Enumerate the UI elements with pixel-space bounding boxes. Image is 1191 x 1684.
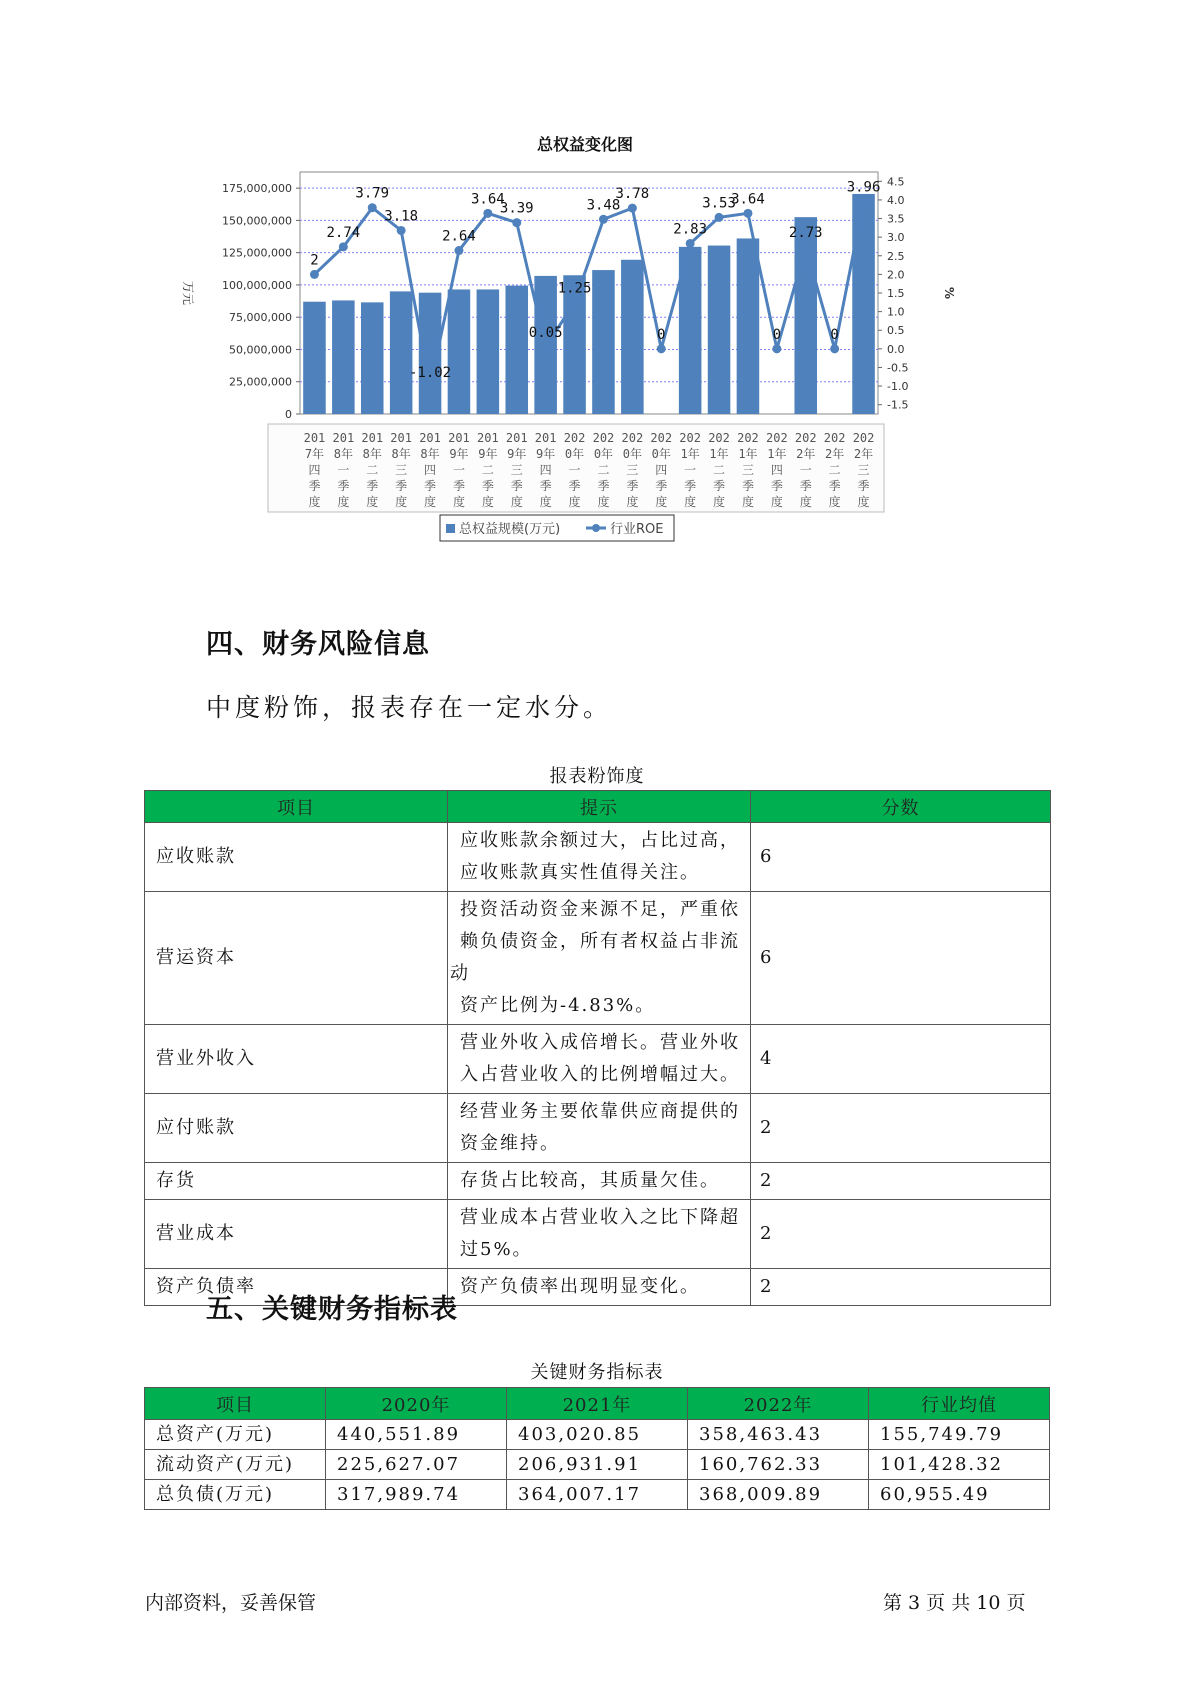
equity-bar	[505, 286, 528, 414]
risk-hint-line: 应收账款余额过大，占比过高，	[460, 830, 740, 851]
equity-chart-svg	[170, 130, 1030, 600]
x-tick-label: 季	[366, 479, 379, 493]
kpi-value-cell: 368,009.89	[688, 1480, 869, 1510]
legend-line-label: 行业ROE	[610, 522, 664, 537]
chart-title: 总权益变化图	[536, 135, 634, 154]
x-tick-label: 8年	[420, 447, 440, 461]
roe-point	[339, 242, 348, 251]
x-tick-label: 二	[713, 463, 726, 477]
risk-hint-line: 资产比例为-4.83%。	[460, 995, 656, 1016]
roe-data-label: -1.02	[408, 364, 452, 381]
x-tick-label: 季	[770, 479, 783, 493]
risk-score-cell: 2	[751, 1200, 1051, 1269]
risk-hint-cell	[448, 1025, 751, 1094]
risk-item-cell: 存货	[145, 1163, 448, 1200]
roe-point	[772, 344, 781, 353]
right-tick-label: 1.5	[887, 287, 905, 300]
roe-data-label: 3.18	[384, 208, 419, 225]
x-tick-label: 201	[534, 431, 557, 445]
roe-point	[657, 344, 666, 353]
risk-row	[145, 1163, 1051, 1200]
x-tick-label: 8年	[333, 447, 353, 461]
x-tick-label: 202	[650, 431, 673, 445]
x-tick-label: 度	[337, 495, 350, 509]
right-tick-label: 3.0	[887, 231, 905, 245]
x-tick-label: 202	[708, 431, 730, 445]
equity-bar	[621, 260, 644, 414]
x-tick-label: 1年	[709, 447, 729, 461]
risk-item-cell: 营业外收入	[145, 1025, 448, 1094]
x-tick-label: 202	[823, 431, 846, 445]
risk-row	[145, 1094, 1051, 1163]
roe-point	[628, 204, 637, 213]
roe-point	[743, 209, 752, 218]
x-tick-label: 202	[679, 431, 701, 445]
x-tick-label: 2年	[796, 447, 816, 461]
x-tick-label: 1年	[680, 447, 700, 461]
roe-point	[859, 197, 868, 206]
risk-header-score: 分数	[751, 791, 1051, 823]
left-tick-label: 175,000,000	[222, 182, 292, 196]
risk-hint-line: 入占营业收入的比例增幅过大。	[460, 1064, 740, 1085]
x-tick-label: 201	[390, 431, 412, 445]
right-tick-label: 4.5	[887, 175, 905, 189]
right-tick-label: 2.5	[887, 249, 905, 263]
equity-bar	[361, 302, 384, 414]
x-tick-label: 201	[448, 431, 470, 445]
x-tick-label: 7年	[304, 447, 325, 461]
x-tick-label: 0年	[593, 447, 614, 461]
x-tick-label: 二	[481, 463, 494, 477]
risk-score-cell: 6	[751, 892, 1051, 1025]
risk-score-cell: 2	[751, 1163, 1051, 1200]
x-tick-label: 度	[308, 495, 321, 509]
risk-hint-cell	[448, 823, 751, 892]
kpi-value-cell: 225,627.07	[326, 1450, 507, 1480]
x-tick-label: 202	[563, 431, 586, 445]
x-tick-label: 度	[857, 495, 870, 509]
x-tick-label: 0年	[651, 447, 671, 461]
roe-data-label: 0	[772, 326, 782, 343]
risk-hint-cell	[448, 1269, 751, 1306]
x-tick-label: 202	[592, 431, 615, 445]
risk-hint-line: 过5%。	[460, 1239, 533, 1260]
risk-hint-line: 赖负债资金，所有者权益占非流动	[450, 931, 740, 984]
right-tick-label: 0.5	[887, 324, 905, 338]
section5-heading: 五、关键财务指标表	[206, 1294, 458, 1325]
x-tick-label: 201	[303, 431, 326, 445]
risk-hint-line: 资产负债率出现明显变化。	[460, 1276, 700, 1297]
roe-data-label: 1.25	[557, 280, 592, 297]
x-tick-label: 度	[626, 495, 639, 509]
risk-header-hint: 提示	[448, 791, 751, 823]
risk-table	[144, 790, 1051, 1306]
kpi-item-cell: 总负债(万元)	[145, 1480, 326, 1510]
right-tick-label: -1.5	[887, 398, 909, 412]
roe-point	[368, 203, 377, 212]
x-tick-label: 二	[828, 463, 841, 477]
equity-bar	[852, 194, 875, 414]
x-tick-label: 季	[337, 479, 350, 493]
roe-point	[715, 213, 724, 222]
equity-bar	[390, 291, 413, 414]
x-tick-label: 季	[626, 479, 639, 493]
kpi-header-cell: 项目	[145, 1388, 326, 1420]
kpi-value-cell: 403,020.85	[507, 1420, 688, 1450]
x-tick-label: 三	[626, 463, 639, 477]
x-tick-label: 0年	[564, 447, 585, 461]
x-tick-label: 季	[395, 479, 408, 493]
risk-hint-line: 投资活动资金来源不足，严重依	[460, 899, 740, 920]
risk-hint-cell	[448, 892, 751, 1025]
roe-data-label: 3.79	[355, 185, 390, 202]
kpi-value-cell: 358,463.43	[688, 1420, 869, 1450]
right-tick-label: 0.0	[887, 342, 905, 356]
x-tick-label: 四	[308, 463, 321, 477]
x-tick-label: 度	[395, 495, 408, 509]
equity-chart	[170, 130, 1030, 600]
kpi-table-caption: 关键财务指标表	[530, 1362, 664, 1383]
right-tick-label: -0.5	[887, 361, 909, 375]
x-tick-label: 季	[568, 479, 581, 493]
equity-bar	[737, 238, 760, 414]
left-axis-title: 万元	[181, 280, 195, 306]
risk-row	[145, 1025, 1051, 1094]
x-tick-label: 季	[539, 479, 552, 493]
x-tick-label: 1年	[738, 447, 758, 461]
risk-row	[145, 823, 1051, 892]
risk-hint-line: 经营业务主要依靠供应商提供的	[460, 1101, 740, 1122]
x-tick-label: 季	[424, 479, 437, 493]
kpi-value-cell: 160,762.33	[688, 1450, 869, 1480]
roe-data-label: 2	[310, 252, 319, 269]
x-tick-label: 度	[481, 495, 494, 509]
x-tick-label: 202	[852, 431, 875, 445]
x-tick-label: 度	[597, 495, 610, 509]
x-tick-label: 201	[477, 431, 499, 445]
risk-header-item: 项目	[145, 791, 448, 823]
x-tick-label: 201	[361, 431, 384, 445]
kpi-value-cell: 101,428.32	[869, 1450, 1050, 1480]
x-tick-label: 四	[770, 463, 783, 477]
kpi-item-cell: 流动资产(万元)	[145, 1450, 326, 1480]
equity-bar	[303, 302, 326, 414]
x-tick-label: 季	[481, 479, 494, 493]
left-tick-label: 0	[285, 408, 292, 421]
roe-point	[483, 209, 492, 218]
risk-row	[145, 1200, 1051, 1269]
roe-point	[454, 246, 463, 255]
risk-hint-cell	[448, 1094, 751, 1163]
legend-bar-label: 总权益规模(万元)	[459, 522, 561, 537]
x-tick-label: 度	[799, 495, 812, 509]
x-tick-label: 9年	[478, 447, 498, 461]
kpi-value-cell: 440,551.89	[326, 1420, 507, 1450]
footer-confidential: 内部资料，妥善保管	[145, 1592, 317, 1614]
right-tick-label: 4.0	[887, 193, 905, 207]
roe-data-label: 3.39	[499, 200, 534, 217]
x-tick-label: 三	[741, 463, 754, 477]
x-tick-label: 三	[857, 463, 870, 477]
equity-bar	[477, 289, 500, 414]
x-tick-label: 9年	[507, 447, 527, 461]
x-tick-label: 8年	[391, 447, 411, 461]
equity-bar	[708, 246, 731, 414]
x-tick-label: 季	[510, 479, 523, 493]
risk-hint-line: 存货占比较高，其质量欠佳。	[460, 1170, 720, 1191]
right-tick-label: 3.5	[887, 212, 905, 226]
kpi-row	[145, 1420, 1050, 1450]
x-tick-label: 度	[684, 495, 697, 509]
x-tick-label: 季	[799, 479, 812, 493]
roe-data-label: 2.64	[442, 228, 476, 245]
x-tick-label: 四	[655, 463, 668, 477]
x-tick-label: 度	[770, 495, 783, 509]
risk-score-cell: 4	[751, 1025, 1051, 1094]
roe-data-label: 3.64	[731, 191, 765, 208]
x-tick-label: 度	[741, 495, 754, 509]
risk-item-cell: 营运资本	[145, 892, 448, 1025]
x-tick-label: 8年	[362, 447, 382, 461]
x-tick-label: 二	[366, 463, 379, 477]
equity-bar	[592, 270, 615, 414]
right-tick-label: -1.0	[887, 380, 909, 394]
kpi-header-cell: 行业均值	[869, 1388, 1050, 1420]
x-tick-label: 季	[308, 479, 321, 493]
equity-bar	[448, 289, 471, 414]
risk-score-cell: 2	[751, 1094, 1051, 1163]
x-tick-label: 9年	[449, 447, 469, 461]
x-tick-label: 0年	[622, 447, 642, 461]
x-tick-label: 202	[766, 431, 788, 445]
right-tick-label: 1.0	[887, 305, 905, 319]
x-tick-label: 季	[684, 479, 697, 493]
risk-hint-line: 营业成本占营业收入之比下降超	[460, 1207, 740, 1228]
roe-data-label: 2.74	[326, 224, 361, 241]
x-tick-label: 度	[424, 495, 437, 509]
equity-bar	[332, 300, 355, 414]
roe-point	[830, 344, 839, 353]
roe-point	[570, 298, 579, 307]
roe-point	[541, 342, 550, 351]
roe-point	[512, 218, 521, 227]
risk-row	[145, 892, 1051, 1025]
left-tick-label: 25,000,000	[229, 375, 292, 389]
x-tick-label: 季	[655, 479, 668, 493]
risk-hint-line: 应收账款真实性值得关注。	[460, 862, 700, 883]
x-tick-label: 度	[568, 495, 581, 509]
x-tick-label: 三	[395, 463, 408, 477]
kpi-value-cell: 60,955.49	[869, 1480, 1050, 1510]
roe-point	[426, 382, 435, 391]
x-tick-label: 202	[737, 431, 759, 445]
x-tick-label: 1年	[767, 447, 787, 461]
x-tick-label: 度	[452, 495, 465, 509]
kpi-item-cell: 总资产(万元)	[145, 1420, 326, 1450]
x-tick-label: 一	[337, 463, 350, 477]
roe-data-label: 3.78	[615, 186, 650, 203]
x-tick-label: 季	[452, 479, 465, 493]
x-tick-label: 季	[713, 479, 726, 493]
legend-line-marker	[592, 524, 600, 532]
x-tick-label: 季	[857, 479, 870, 493]
kpi-header-cell: 2021年	[507, 1388, 688, 1420]
kpi-table	[144, 1387, 1050, 1510]
risk-score-cell: 6	[751, 823, 1051, 892]
kpi-header-cell: 2022年	[688, 1388, 869, 1420]
roe-data-label: 2.73	[788, 225, 823, 242]
roe-point	[397, 226, 406, 235]
x-tick-label: 一	[799, 463, 812, 477]
x-tick-label: 二	[597, 463, 610, 477]
risk-score-cell: 2	[751, 1269, 1051, 1306]
x-tick-label: 度	[366, 495, 379, 509]
kpi-row	[145, 1480, 1050, 1510]
x-tick-label: 201	[419, 431, 441, 445]
x-tick-label: 201	[505, 431, 528, 445]
kpi-value-cell: 155,749.79	[869, 1420, 1050, 1450]
right-axis-title: %	[942, 286, 956, 300]
roe-point	[801, 243, 810, 252]
x-tick-label: 一	[568, 463, 581, 477]
x-tick-label: 三	[510, 463, 523, 477]
section4-heading: 四、财务风险信息	[206, 629, 430, 660]
left-tick-label: 150,000,000	[222, 214, 292, 228]
risk-item-cell: 应付账款	[145, 1094, 448, 1163]
roe-point	[686, 239, 695, 248]
x-tick-label: 2年	[825, 447, 845, 461]
x-tick-label: 201	[332, 431, 355, 445]
footer-page-number: 第 3 页 共 10 页	[883, 1592, 1026, 1614]
roe-data-label: 3.96	[846, 179, 881, 196]
legend-bar-swatch	[446, 524, 455, 533]
risk-hint-line: 资金维持。	[460, 1133, 560, 1154]
section4-paragraph: 中度粉饰，报表存在一定水分。	[206, 693, 613, 722]
x-tick-label: 9年	[536, 447, 556, 461]
roe-data-label: 3.64	[470, 191, 505, 208]
roe-data-label: 0	[657, 326, 666, 343]
roe-point	[310, 270, 319, 279]
risk-hint-cell	[448, 1163, 751, 1200]
kpi-value-cell: 364,007.17	[507, 1480, 688, 1510]
x-tick-label: 季	[828, 479, 841, 493]
kpi-value-cell: 317,989.74	[326, 1480, 507, 1510]
x-tick-label: 度	[655, 495, 668, 509]
x-tick-label: 2年	[853, 447, 874, 461]
kpi-row	[145, 1450, 1050, 1480]
x-tick-label: 一	[452, 463, 465, 477]
left-tick-label: 100,000,000	[222, 278, 292, 292]
risk-item-cell: 资产负债率	[145, 1269, 448, 1306]
x-tick-label: 度	[713, 495, 726, 509]
x-tick-label: 度	[510, 495, 523, 509]
roe-data-label: 0.05	[528, 324, 563, 341]
left-tick-label: 50,000,000	[229, 343, 292, 357]
x-tick-label: 一	[684, 463, 697, 477]
x-tick-label: 四	[424, 463, 437, 477]
roe-data-label: 3.48	[586, 197, 621, 214]
x-tick-label: 202	[794, 431, 817, 445]
x-tick-label: 季	[741, 479, 754, 493]
risk-table-caption: 报表粉饰度	[549, 766, 645, 787]
right-tick-label: 2.0	[887, 268, 905, 282]
x-tick-label: 度	[828, 495, 841, 509]
risk-item-cell: 应收账款	[145, 823, 448, 892]
roe-data-label: 0	[830, 326, 839, 343]
x-tick-label: 四	[539, 463, 552, 477]
kpi-value-cell: 206,931.91	[507, 1450, 688, 1480]
risk-hint-cell	[448, 1200, 751, 1269]
x-tick-label: 度	[539, 495, 552, 509]
roe-point	[599, 215, 608, 224]
x-tick-label: 202	[621, 431, 644, 445]
risk-hint-line: 营业外收入成倍增长。营业外收	[460, 1032, 740, 1053]
roe-data-label: 2.83	[673, 221, 708, 238]
roe-data-label: 3.53	[702, 195, 736, 212]
left-tick-label: 125,000,000	[222, 246, 292, 260]
left-tick-label: 75,000,000	[229, 311, 292, 325]
kpi-header-cell: 2020年	[326, 1388, 507, 1420]
risk-item-cell: 营业成本	[145, 1200, 448, 1269]
x-tick-label: 季	[597, 479, 610, 493]
